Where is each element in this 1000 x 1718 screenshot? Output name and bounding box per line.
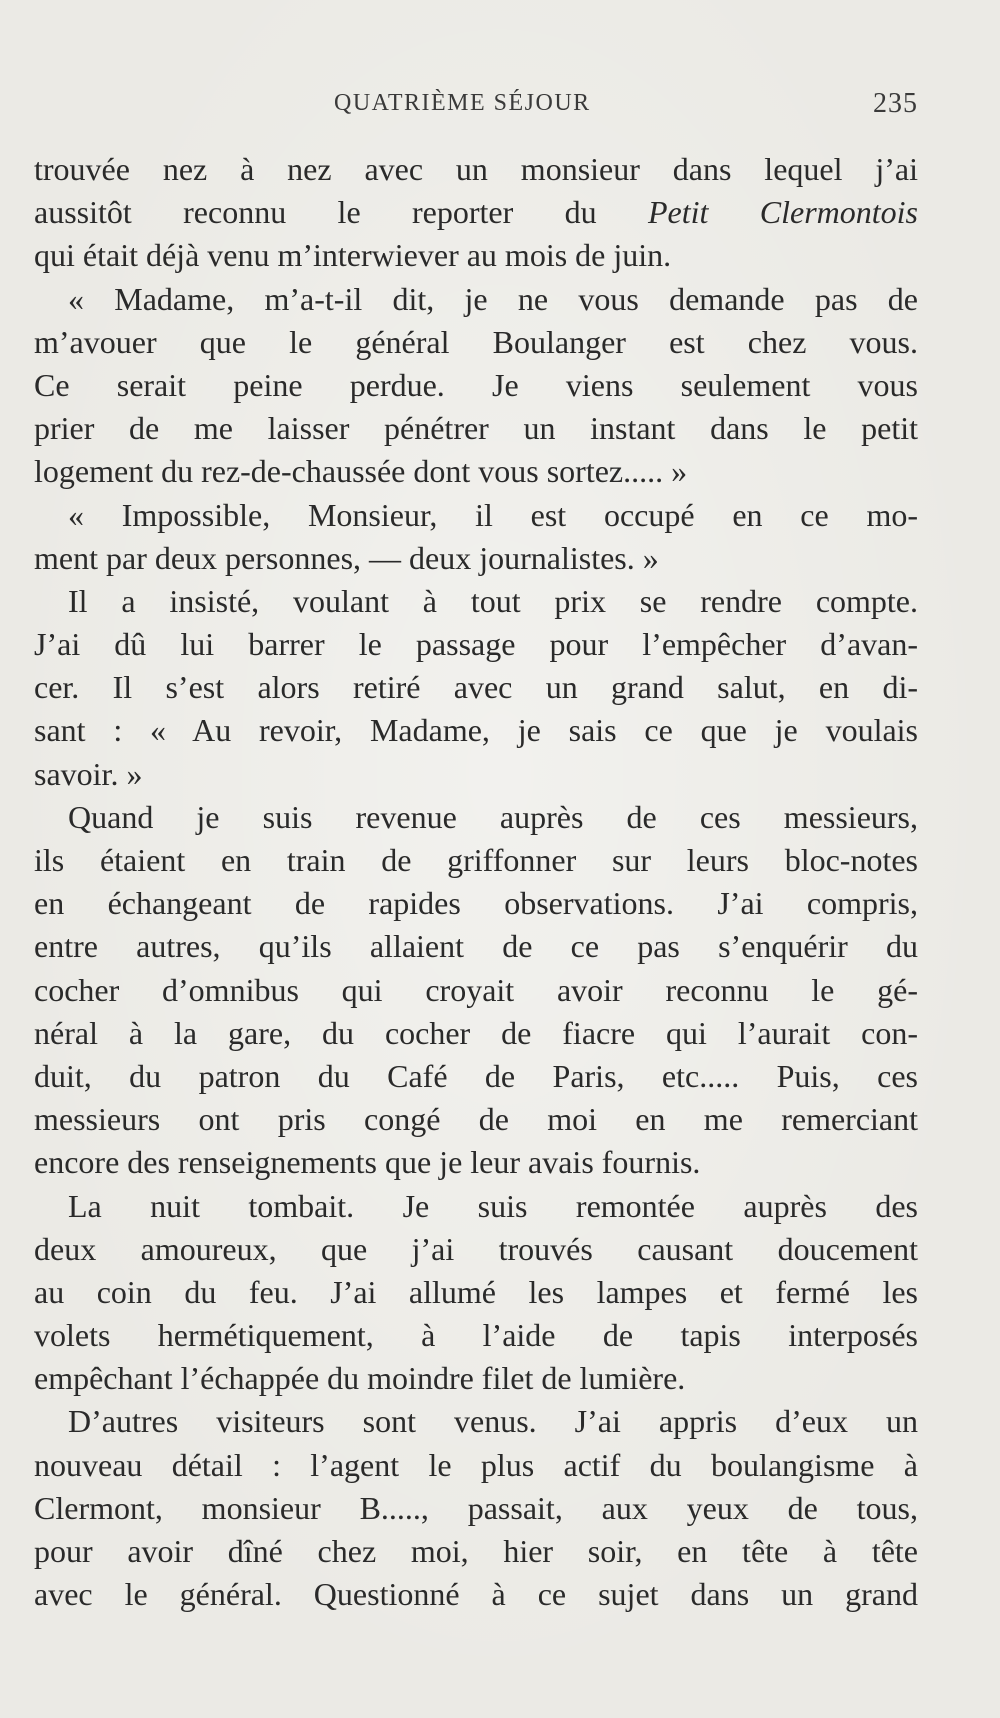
text-line: D’autres visiteurs sont venus. J’ai appris d’eux un: [68, 1403, 918, 1440]
text-line: avec le général. Questionné à ce sujet dans un grand: [34, 1576, 918, 1613]
text-line: nouveau détail : l’agent le plus actif du boulangisme à: [34, 1446, 918, 1483]
text-line: duit, du patron du Café de Paris, etc..... Puis, ces: [34, 1057, 918, 1094]
text-line: m’avouer que le général Boulanger est chez vous.: [34, 323, 918, 360]
text-line: Clermont, monsieur B....., passait, aux yeux de tous,: [34, 1489, 918, 1526]
text-line: ment par deux personnes, — deux journalistes. »: [34, 539, 659, 576]
page-header: [34, 88, 918, 128]
text-line: qui était déjà venu m’interwiever au mois de juin.: [34, 237, 672, 274]
text-line: logement du rez-de-chaussée dont vous sortez..... »: [34, 453, 688, 490]
text-line: prier de me laisser pénétrer un instant dans le petit: [34, 410, 918, 447]
running-head: QUATRIÈME SÉJOUR: [334, 90, 591, 116]
text-line: Quand je suis revenue auprès de ces messieurs,: [68, 798, 918, 835]
text-line: La nuit tombait. Je suis remontée auprès des: [68, 1187, 918, 1224]
text-line: « Impossible, Monsieur, il est occupé en ce mo-: [68, 496, 918, 533]
text-line: au coin du feu. J’ai allumé les lampes et fermé les: [34, 1273, 918, 1310]
text-line: encore des renseignements que je leur avais fournis.: [34, 1144, 701, 1181]
text-line: Ce serait peine perdue. Je viens seulement vous: [34, 366, 918, 403]
text-line: deux amoureux, que j’ai trouvés causant doucement: [34, 1230, 918, 1267]
text-line: sant : « Au revoir, Madame, je sais ce que je voulais: [34, 712, 918, 749]
text-line: cer. Il s’est alors retiré avec un grand salut, en di-: [34, 669, 918, 706]
text-line: messieurs ont pris congé de moi en me remerciant: [34, 1101, 918, 1138]
page-number: 235: [873, 88, 918, 119]
newspaper-title: Petit Clermontois: [648, 194, 918, 231]
text-line: en échangeant de rapides observations. J’ai compris,: [34, 885, 918, 922]
text-run: aussitôt reconnu le reporter du: [34, 194, 648, 231]
text-line: J’ai dû lui barrer le passage pour l’empêcher d’avan-: [34, 626, 918, 663]
text-line: pour avoir dîné chez moi, hier soir, en tête à tête: [34, 1533, 918, 1569]
text-line: ils étaient en train de griffonner sur leurs bloc-notes: [34, 842, 918, 878]
body-text: [34, 148, 918, 1616]
text-line: Il a insisté, voulant à tout prix se rendre compte.: [68, 582, 918, 619]
text-line: cocher d’omnibus qui croyait avoir reconnu le gé-: [34, 971, 918, 1008]
text-line: volets hermétiquement, à l’aide de tapis interposés: [34, 1317, 918, 1354]
text-line: empêchant l’échappée du moindre filet de lumière.: [34, 1360, 686, 1397]
text-line: entre autres, qu’ils allaient de ce pas s’enquérir du: [34, 928, 918, 965]
text-line: savoir. »: [34, 755, 143, 792]
text-line: [34, 191, 918, 234]
text-line: « Madame, m’a-t-il dit, je ne vous demande pas de: [68, 280, 918, 317]
text-line: trouvée nez à nez avec un monsieur dans lequel j’ai: [34, 151, 918, 187]
text-line: néral à la gare, du cocher de fiacre qui l’aurait con-: [34, 1014, 918, 1051]
